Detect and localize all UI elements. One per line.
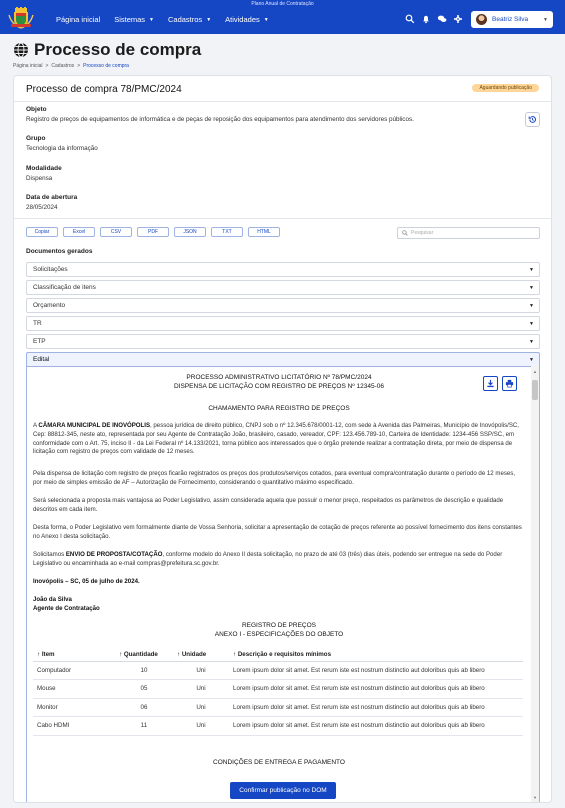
search-input[interactable] <box>411 230 531 236</box>
user-name: Beatriz Silva <box>492 16 529 23</box>
accordion-label: Classificação de itens <box>33 284 96 291</box>
edital-paragraph-5 <box>33 551 523 569</box>
cell-quantidade: 11 <box>115 717 173 736</box>
cell-quantidade: 06 <box>115 698 173 717</box>
accordion-label: Edital <box>33 356 50 363</box>
settings-icon[interactable] <box>453 14 463 24</box>
table-row <box>33 680 523 699</box>
conditions-title: CONDIÇÕES DE ENTREGA E PAGAMENTO <box>213 759 345 766</box>
chevron-down-icon: ▼ <box>529 267 534 273</box>
html-button[interactable]: HTML <box>248 227 280 237</box>
page-title-row <box>13 40 201 60</box>
page-title: Processo de compra <box>34 40 202 59</box>
sort-arrow-icon: ↑ <box>119 650 123 658</box>
json-button[interactable]: JSON <box>174 227 206 237</box>
header-label: Unidade <box>181 650 207 658</box>
nav-atividades[interactable] <box>225 15 269 24</box>
items-table <box>33 648 523 736</box>
bold-text: João da Silva <box>33 596 72 603</box>
field-label: Objeto <box>26 106 47 113</box>
accordion-label: TR <box>33 320 42 327</box>
nav-cadastros[interactable] <box>168 15 211 24</box>
edital-paragraph-4: Desta forma, o Poder Legislativo vem formalmente diante de Vossa Senhoria, solicitar a apresentação de cotação de preços referente ao possível fornecimento dos itens constantes no Anexo I desta solicitação. <box>33 524 522 540</box>
bell-icon[interactable] <box>421 14 431 24</box>
text-span: , conforme modelo do Anexo II desta solicitação, no prazo de até 03 (três) dias úteis, podendo ser entregue na sede do Poder Legislativo ou encaminhada ao e-mail compras@prefeitura.sc.gov.br. <box>33 551 503 567</box>
breadcrumb-separator: > <box>45 63 49 69</box>
accordion-label: Solicitações <box>33 266 68 273</box>
field-grupo <box>26 135 98 152</box>
top-navbar <box>0 0 565 34</box>
scroll-down-icon[interactable]: ▼ <box>533 795 537 800</box>
nav-atividades-label: Atividades <box>225 15 260 24</box>
avatar <box>476 14 487 25</box>
excel-button[interactable]: Excel <box>63 227 95 237</box>
sort-arrow-icon: ↑ <box>177 650 181 658</box>
edital-title-line-2: DISPENSA DE LICITAÇÃO COM REGISTRO DE PREÇOS Nº 12345-06 <box>174 383 384 390</box>
municipal-coat-of-arms-logo[interactable] <box>8 7 34 29</box>
cell-unidade: Uni <box>173 717 229 736</box>
accordion-tr[interactable] <box>26 316 540 331</box>
divider <box>14 218 552 219</box>
confirm-publication-button[interactable]: Confirmar publicação no DOM <box>230 782 336 799</box>
copy-button[interactable]: Copiar <box>26 227 58 237</box>
field-label: Modalidade <box>26 165 62 172</box>
pdf-button[interactable]: PDF <box>137 227 169 237</box>
bold-text: Agente de Contratação <box>33 605 100 612</box>
cell-item: Monitor <box>33 698 115 717</box>
chevron-down-icon: ▼ <box>149 16 154 23</box>
accordion-solicitacoes[interactable] <box>26 262 540 277</box>
chevron-down-icon: ▼ <box>529 321 534 327</box>
scroll-up-icon[interactable]: ▲ <box>533 369 537 374</box>
breadcrumb-cadastros[interactable]: Cadastros <box>51 63 75 69</box>
status-badge: Aguardando publicação <box>472 84 539 92</box>
table-row <box>33 661 523 680</box>
cell-descricao: Lorem ipsum dolor sit amet. Est rerum iste est nostrum distinctio aut doloribus quis ab libero <box>229 717 523 736</box>
bold-text: CÂMARA MUNICIPAL DE INOVÓPOLIS <box>38 422 151 429</box>
bold-text: Inovópolis – SC, 05 de julho de 2024. <box>33 578 140 585</box>
cell-descricao: Lorem ipsum dolor sit amet. Est rerum iste est nostrum distinctio aut doloribus quis ab libero <box>229 698 523 717</box>
edital-paragraph-1 <box>33 422 523 457</box>
header-label: Descrição e requisitos mínimos <box>237 650 332 658</box>
nav-sistemas-label: Sistemas <box>114 15 146 24</box>
search-icon[interactable] <box>405 14 415 24</box>
cell-descricao: Lorem ipsum dolor sit amet. Est rerum iste est nostrum distinctio aut doloribus quis ab libero <box>229 680 523 699</box>
sort-arrow-icon: ↑ <box>233 650 237 658</box>
nav-home-label: Página inicial <box>56 15 101 24</box>
accordion-classificacao-itens[interactable] <box>26 280 540 295</box>
field-objeto <box>26 106 414 123</box>
app-caption: Plano Anual de Contratação <box>251 1 314 7</box>
table-row <box>33 717 523 736</box>
field-label: Data de abertura <box>26 194 78 201</box>
breadcrumb <box>13 63 129 69</box>
accordion-orcamento[interactable] <box>26 298 540 313</box>
search-box <box>397 227 540 239</box>
chevron-down-icon: ▼ <box>263 16 269 23</box>
document-scrollbar[interactable] <box>531 366 539 803</box>
accordion-label: ETP <box>33 338 46 345</box>
field-value: 28/05/2024 <box>26 204 58 211</box>
text-span: , pessoa jurídica de direito público, CNPJ sob o nº 12.345.678/0001-12, com sede à Avenida das Palmeiras, Município de Inovópolis/SC, Cep: 88812-345, neste ato, representada por seu Agente de Contratação João, brasileiro, casado, vereador, CPF: 123.456.789-10, Carteira de Identidade: 1234-456 SSP/SC, em conformidade com o Art. 75, inciso II - da Lei Federal nº 14.133/2021, torna público aos interessados que o órgão pretende realizar a contratação direta, por meio de dispensa de licitação com registro de preços com validade de 12 meses. <box>33 422 520 456</box>
accordion-label: Orçamento <box>33 302 66 309</box>
chevron-down-icon: ▼ <box>206 16 212 23</box>
signer-role <box>33 605 523 614</box>
cell-unidade: Uni <box>173 680 229 699</box>
top-icon-group <box>405 14 463 24</box>
cell-descricao: Lorem ipsum dolor sit amet. Est rerum iste est nostrum distinctio aut doloribus quis ab libero <box>229 661 523 680</box>
edital-paragraph-3: Será selecionada a proposta mais vantajosa ao Poder Legislativo, assim considerada aquela que possuir o menor preço, respeitados os parâmetros de descrição e qualidade descritos em cada item. <box>33 497 504 513</box>
signer-name <box>33 596 523 605</box>
edital-paragraph-2: Pela dispensa de licitação com registro de preços ficarão registrados os preços dos produtos/serviços cotados, para eventual compra/contratação durante o período de 12 meses, por meio de simples emissão de AF – Autorização de Fornecimento, considerando o quantitativo máximo especificado. <box>33 470 516 486</box>
breadcrumb-current: Processo de compra <box>83 63 129 69</box>
nav-cadastros-label: Cadastros <box>168 15 203 24</box>
chat-icon[interactable] <box>437 14 447 24</box>
globe-icon <box>13 42 29 58</box>
table-header-row <box>33 648 523 661</box>
edital-date-line <box>33 578 523 587</box>
field-data-abertura <box>26 194 77 211</box>
card-header <box>14 76 551 102</box>
field-label: Grupo <box>26 135 46 142</box>
annex-title-1: REGISTRO DE PREÇOS <box>241 622 317 629</box>
cell-quantidade: 10 <box>115 661 173 680</box>
cell-unidade: Uni <box>173 698 229 717</box>
edital-title-line-1: PROCESSO ADMINISTRATIVO LICITATÓRIO Nº 78/PMC/2024 <box>186 374 372 381</box>
sort-arrow-icon: ↑ <box>37 650 41 658</box>
field-value: Tecnologia da informação <box>26 145 98 152</box>
cell-unidade: Uni <box>173 661 229 680</box>
process-header-title: Processo de compra 78/PMC/2024 <box>26 84 182 95</box>
chevron-down-icon: ▼ <box>529 285 534 291</box>
chevron-down-icon: ▼ <box>529 357 534 363</box>
user-menu-button[interactable] <box>471 11 553 28</box>
nav-sistemas[interactable] <box>114 15 154 24</box>
edital-document <box>27 366 531 803</box>
text-span: Solicitamos <box>33 551 66 558</box>
header-label: Quantidade <box>123 650 158 658</box>
header-label: Item <box>41 650 55 658</box>
search-icon <box>402 230 408 236</box>
history-button[interactable] <box>525 112 540 127</box>
column-header-item[interactable] <box>33 648 115 661</box>
breadcrumb-separator: > <box>77 63 81 69</box>
documents-label: Documentos gerados <box>26 248 93 255</box>
chevron-down-icon: ▼ <box>529 303 534 309</box>
column-header-unidade[interactable] <box>173 648 229 661</box>
chevron-down-icon: ▼ <box>543 16 548 23</box>
export-button-group <box>26 227 280 237</box>
cell-item: Mouse <box>33 680 115 699</box>
scrollbar-thumb[interactable] <box>532 380 538 400</box>
cell-item: Computador <box>33 661 115 680</box>
txt-button[interactable]: TXT <box>211 227 243 237</box>
annex-title-2: ANEXO I - ESPECIFICAÇÕES DO OBJETO <box>214 631 344 638</box>
field-value: Dispensa <box>26 175 53 182</box>
edital-document-frame <box>26 366 540 803</box>
history-icon <box>528 115 537 124</box>
chevron-down-icon: ▼ <box>529 339 534 345</box>
bold-text: ENVIO DE PROPOSTA/COTAÇÃO <box>65 551 163 558</box>
cell-item: Cabo HDMI <box>33 717 115 736</box>
main-nav <box>56 15 283 24</box>
cell-quantidade: 05 <box>115 680 173 699</box>
accordion-etp[interactable] <box>26 334 540 349</box>
accordion-edital[interactable] <box>26 352 540 367</box>
text-span: A <box>33 422 39 429</box>
column-header-quantidade[interactable] <box>115 648 173 661</box>
table-row <box>33 698 523 717</box>
edital-section-title: CHAMAMENTO PARA REGISTRO DE PREÇOS <box>208 405 350 412</box>
field-modalidade <box>26 165 62 182</box>
nav-home[interactable] <box>56 15 100 24</box>
column-header-descricao[interactable] <box>229 648 523 661</box>
process-card <box>13 75 552 803</box>
field-value: Registro de preços de equipamentos de informática e de peças de reposição dos equipamentos para atendimento dos servidores públicos. <box>26 116 414 123</box>
csv-button[interactable]: CSV <box>100 227 132 237</box>
breadcrumb-home[interactable]: Página inicial <box>13 63 43 69</box>
